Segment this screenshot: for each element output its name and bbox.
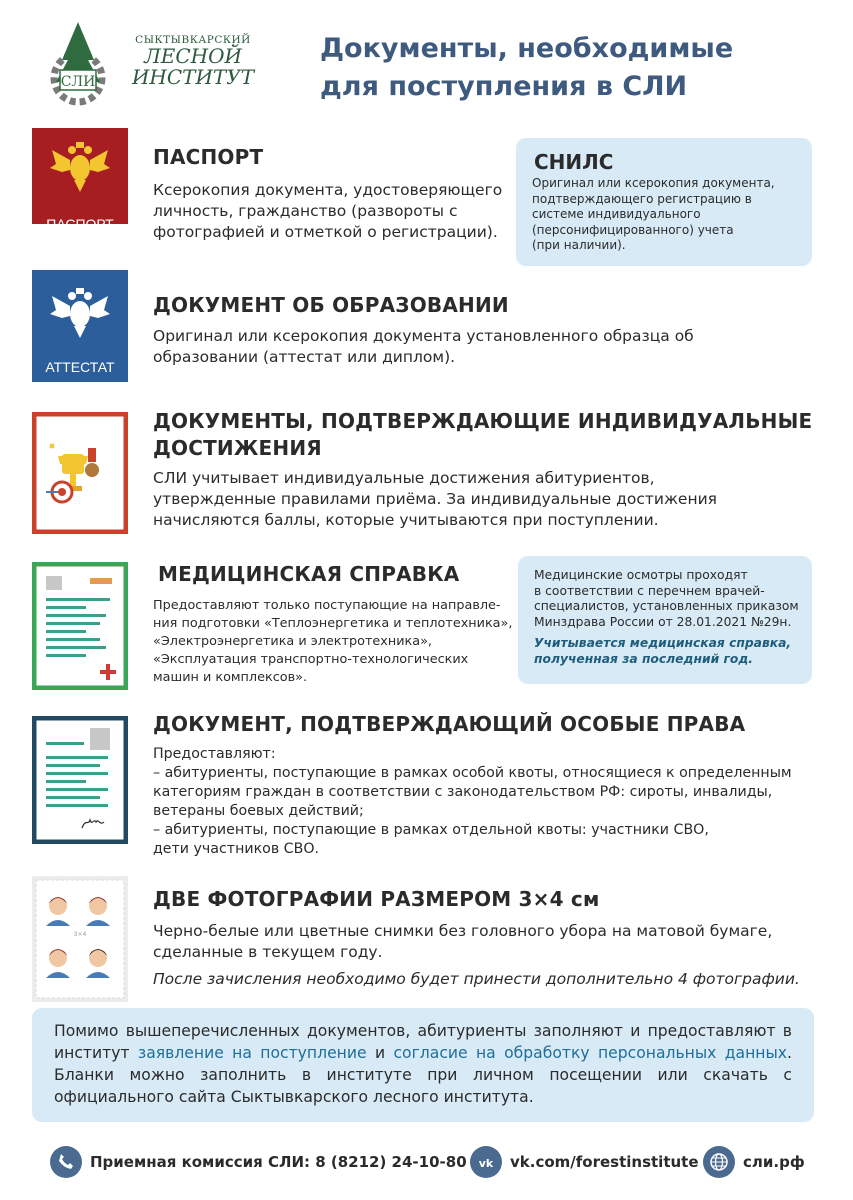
certificate-tile <box>32 270 128 382</box>
additional-info-box <box>32 1008 814 1122</box>
snils-text <box>532 176 775 254</box>
certificate-tile-label: АТТЕСТАТ <box>45 359 115 375</box>
snils-text-line: (при наличии). <box>532 238 626 252</box>
medical-info-line: в соответствии с перечнем врачей- <box>534 583 765 598</box>
special-rights-text-line: дети участников СВО. <box>153 841 320 857</box>
special-rights-text-line: Предоставляют: <box>153 746 276 762</box>
medical-text <box>153 597 513 687</box>
snils-box <box>516 138 812 266</box>
svg-text:СЛИ: СЛИ <box>60 74 96 90</box>
achievements-text-line: начисляются баллы, которые учитываются при поступлении. <box>153 511 659 529</box>
passport-text-line: фотографией и отметкой о регистрации). <box>153 223 498 241</box>
passport-text-line: Ксерокопия документа, удостоверяющего <box>153 181 503 199</box>
trophy-icon <box>32 412 128 534</box>
institute-logo <box>38 20 268 110</box>
globe-icon <box>703 1146 735 1178</box>
passport-text-line: личность, гражданство (развороты с <box>153 202 458 220</box>
education-title: ДОКУМЕНТ ОБ ОБРАЗОВАНИИ <box>153 293 509 317</box>
snils-text-line: системе индивидуального <box>532 207 701 221</box>
vk-icon <box>470 1146 502 1178</box>
medical-info-text <box>534 568 799 630</box>
document-signature-icon <box>32 716 128 844</box>
photos-text-line: Черно-белые или цветные снимки без головного убора на матовой бумаге, <box>153 922 773 940</box>
photos-title: ДВЕ ФОТОГРАФИИ РАЗМЕРОМ 3×4 см <box>153 887 600 911</box>
passport-text <box>153 180 503 243</box>
medical-title: МЕДИЦИНСКАЯ СПРАВКА <box>158 562 460 586</box>
page-title <box>320 30 820 106</box>
application-link[interactable]: заявление на поступление <box>137 1044 367 1062</box>
logo-line-3: ИНСТИТУТ <box>131 65 255 89</box>
special-rights-tile <box>32 716 128 844</box>
snils-text-line: (персонифицированного) учета <box>532 222 734 237</box>
medical-info-em-line: полученная за последний год. <box>534 651 753 666</box>
page-title-line-1: Документы, необходимые <box>320 33 734 64</box>
special-rights-text-line: – абитуриенты, поступающие в рамках особой квоты, относящиеся к определенным <box>153 765 792 781</box>
special-rights-text-line: ветераны боевых действий; <box>153 803 364 819</box>
medical-text-line: машин и комплексов». <box>153 670 308 685</box>
education-text <box>153 326 773 368</box>
footer-vk[interactable] <box>470 1142 699 1182</box>
additional-info-text-end: . Бланки можно заполнить в институте при личном посещении или скачать с официального сайта Сыктывкарского лесного института. <box>54 1044 792 1106</box>
medical-info-line: Минздрава России от 28.01.2021 №29н. <box>534 614 792 629</box>
education-text-line: Оригинал или ксерокопия документа установленного образца об <box>153 327 694 345</box>
site-text: сли.рф <box>743 1153 805 1171</box>
logo-line-2: ЛЕСНОЙ <box>144 44 242 68</box>
medical-info-line: Медицинские осмотры проходят <box>534 568 748 582</box>
photos-note: После зачисления необходимо будет принести дополнительно 4 фотографии. <box>153 970 800 988</box>
photos-text-line: сделанные в текущем году. <box>153 943 383 961</box>
photos-text <box>153 921 813 990</box>
logo-wordmark <box>118 34 268 88</box>
achievements-text-line: утвержденные правилами приёма. За индивидуальные достижения <box>153 490 717 508</box>
medical-info-em-line: Учитывается медицинская справка, <box>534 636 792 650</box>
snils-text-line: Оригинал или ксерокопия документа, <box>532 176 775 190</box>
consent-link[interactable]: согласие на обработку персональных данных <box>393 1044 788 1062</box>
svg-text:vk: vk <box>478 1157 494 1169</box>
footer-phone[interactable] <box>50 1142 467 1182</box>
page-title-line-2: для поступления в СЛИ <box>320 71 688 102</box>
vk-text: vk.com/forestinstitute <box>510 1153 699 1171</box>
phone-icon <box>50 1146 82 1178</box>
snils-text-line: подтверждающего регистрацию в <box>532 191 752 206</box>
special-rights-text-line: – абитуриенты, поступающие в рамках отдельной квоты: участники СВО, <box>153 822 709 838</box>
medical-text-line: ния подготовки «Теплоэнергетика и теплотехника», <box>153 616 513 631</box>
medical-info-box <box>518 556 812 684</box>
passport-tile-label: ПАСПОРТ <box>46 216 114 232</box>
passport-icon <box>32 128 128 224</box>
achievements-title <box>153 408 812 462</box>
tree-gear-emblem-icon <box>38 20 118 110</box>
achievements-tile <box>32 412 128 534</box>
photo-size-mark: 3×4 <box>73 931 87 938</box>
medical-text-line: «Эксплуатация транспортно-технологических <box>153 652 469 667</box>
snils-title: СНИЛС <box>534 150 614 174</box>
special-rights-title: ДОКУМЕНТ, ПОДТВЕРЖДАЮЩИЙ ОСОБЫЕ ПРАВА <box>153 712 746 736</box>
phone-text: Приемная комиссия СЛИ: 8 (8212) 24-10-80 <box>90 1153 467 1171</box>
medical-text-line: Предоставляют только поступающие на направле- <box>153 598 501 613</box>
additional-info-conjunction: и <box>374 1044 386 1062</box>
passport-tile <box>32 128 128 232</box>
additional-info-text: Помимо вышеперечисленных документов, абитуриенты заполняют и предоставляют в институт <box>54 1022 792 1062</box>
achievements-text-line: СЛИ учитывает индивидуальные достижения абитуриентов, <box>153 469 655 487</box>
achievements-text <box>153 468 793 531</box>
special-rights-text <box>153 745 813 859</box>
photo-portraits-icon <box>32 876 128 1002</box>
medical-info-line: специалистов, установленных приказом <box>534 599 799 613</box>
medical-certificate-icon <box>32 562 128 690</box>
medical-tile <box>32 562 128 690</box>
logo-line-1: СЫКТЫВКАРСКИЙ <box>135 34 251 46</box>
special-rights-text-line: категориям граждан в соответствии с законодательством РФ: сироты, инвалиды, <box>153 784 773 800</box>
medical-info-emphasis <box>534 636 791 667</box>
medical-text-line: «Электроэнергетика и электротехника», <box>153 634 432 649</box>
footer-site[interactable] <box>703 1142 805 1182</box>
achievements-title-line-1: ДОКУМЕНТЫ, ПОДТВЕРЖДАЮЩИЕ ИНДИВИДУАЛЬНЫЕ <box>153 409 813 433</box>
education-text-line: образовании (аттестат или диплом). <box>153 348 456 366</box>
passport-title: ПАСПОРТ <box>153 145 264 169</box>
photos-tile <box>32 876 128 1002</box>
achievements-title-line-2: ДОСТИЖЕНИЯ <box>153 436 322 460</box>
